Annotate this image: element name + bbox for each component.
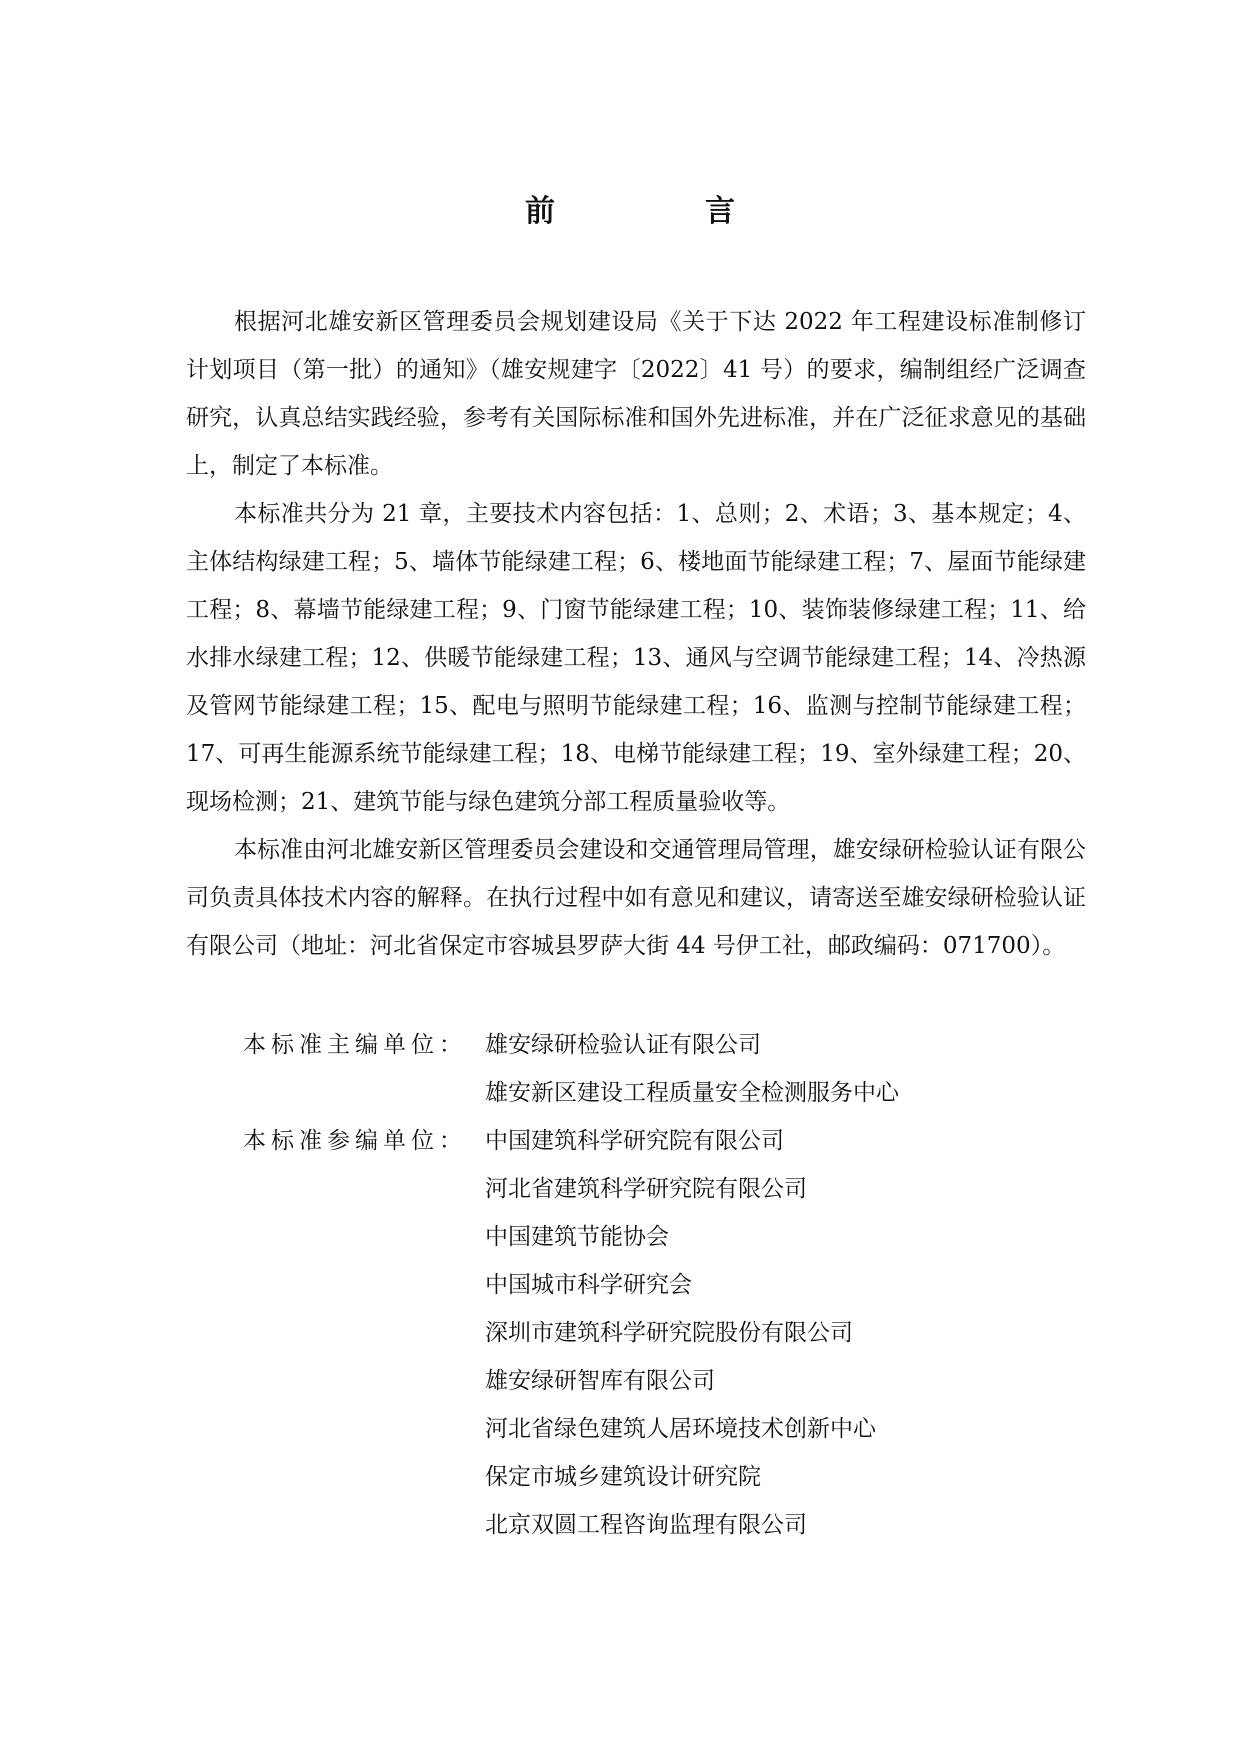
- chief-unit-item: 雄安绿研检验认证有限公司: [485, 1032, 761, 1058]
- participating-unit-item: 北京双圆工程咨询监理有限公司: [485, 1512, 807, 1538]
- units-section: [243, 1021, 1043, 1549]
- participating-unit-item: 保定市城乡建筑设计研究院: [485, 1464, 761, 1490]
- paragraph-management: 本标准由河北雄安新区管理委员会建设和交通管理局管理，雄安绿研检验认证有限公司负责具体技术内容的解释。在执行过程中如有意见和建议，请寄送至雄安绿研检验认证有限公司（地址：河北省保定市容城县罗萨大街 44 号伊工社，邮政编码：071700）。: [186, 837, 1086, 959]
- participating-unit-item: 河北省绿色建筑人居环境技术创新中心: [485, 1416, 876, 1442]
- participating-unit-item: 深圳市建筑科学研究院股份有限公司: [485, 1320, 853, 1346]
- paragraph-contents: 本标准共分为 21 章，主要技术内容包括：1、总则；2、术语；3、基本规定；4、主体结构绿建工程；5、墙体节能绿建工程；6、楼地面节能绿建工程；7、屋面节能绿建工程；8、幕墙节能绿建工程；9、门窗节能绿建工程；10、装饰装修绿建工程；11、给水排水绿建工程；12、供暖节能绿建工程；13、通风与空调节能绿建工程；14、冷热源及管网节能绿建工程；15、配电与照明节能绿建工程；16、监测与控制节能绿建工程；17、可再生能源系统节能绿建工程；18、电梯节能绿建工程；19、室外绿建工程；20、现场检测；21、建筑节能与绿色建筑分部工程质量验收等。: [186, 501, 1086, 815]
- participating-units-label: 本标准参编单位：: [243, 1128, 467, 1154]
- preface-body: [186, 298, 1086, 970]
- page-title: 前 言: [525, 194, 795, 229]
- paragraph-background: 根据河北雄安新区管理委员会规划建设局《关于下达 2022 年工程建设标准制修订计划项目（第一批）的通知》（雄安规建字〔2022〕41 号）的要求，编制组经广泛调查研究，认真总结实践经验，参考有关国际标准和国外先进标准，并在广泛征求意见的基础上，制定了本标准。: [186, 309, 1086, 479]
- participating-unit-item: 中国建筑科学研究院有限公司: [485, 1128, 784, 1154]
- participating-unit-item: 河北省建筑科学研究院有限公司: [485, 1176, 807, 1202]
- chief-units-label: 本标准主编单位：: [243, 1032, 467, 1058]
- participating-unit-item: 中国建筑节能协会: [485, 1224, 669, 1250]
- participating-units-row: [243, 1117, 1043, 1549]
- chief-unit-item: 雄安新区建设工程质量安全检测服务中心: [485, 1080, 899, 1106]
- chief-units-row: [243, 1021, 1043, 1117]
- participating-unit-item: 雄安绿研智库有限公司: [485, 1368, 715, 1394]
- participating-unit-item: 中国城市科学研究会: [485, 1272, 692, 1298]
- chief-units-list: [485, 1021, 1043, 1117]
- participating-units-list: [485, 1117, 1043, 1549]
